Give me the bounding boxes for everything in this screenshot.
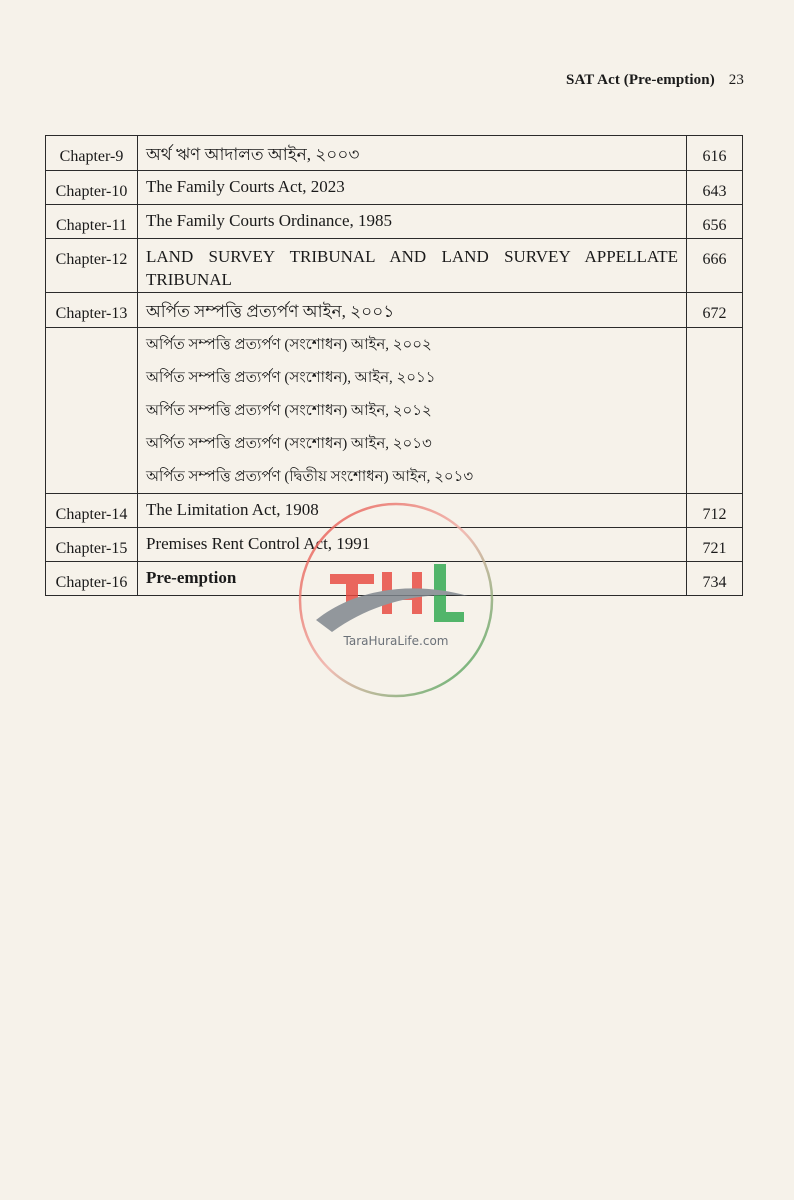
running-head-title: SAT Act (Pre-emption) (566, 72, 715, 88)
chapter-title: অর্থ ঋণ আদালত আইন, ২০০৩ (146, 145, 360, 164)
title-cell (138, 239, 687, 293)
chapter-cell: Chapter-16 (46, 562, 138, 596)
chapter-cell: Chapter-9 (46, 136, 138, 171)
page-cell: 666 (687, 239, 743, 293)
page-cell: 656 (687, 205, 743, 239)
page-cell: 721 (687, 528, 743, 562)
page-cell: 712 (687, 494, 743, 528)
table-row (46, 293, 743, 328)
title-cell (138, 293, 687, 328)
chapter-cell: Chapter-10 (46, 171, 138, 205)
chapter-title: The Limitation Act, 1908 (146, 500, 319, 519)
table-row (46, 136, 743, 171)
chapter-title: The Family Courts Act, 2023 (146, 177, 345, 196)
chapter-cell: Chapter-14 (46, 494, 138, 528)
table-row (46, 562, 743, 596)
amendment-item: অর্পিত সম্পত্তি প্রত্যর্পণ (দ্বিতীয় সংশোধন) আইন, ২০১৩ (146, 469, 474, 485)
amendment-item: অর্পিত সম্পত্তি প্রত্যর্পণ (সংশোধন) আইন, ২০১২ (146, 403, 432, 419)
page-cell: 672 (687, 293, 743, 328)
amendment-item: অর্পিত সম্পত্তি প্রত্যর্পণ (সংশোধন) আইন, ২০০২ (146, 337, 432, 353)
page-cell: 616 (687, 136, 743, 171)
title-cell (138, 494, 687, 528)
title-cell (138, 136, 687, 171)
table-row (46, 494, 743, 528)
chapter-cell: Chapter-12 (46, 239, 138, 293)
page-number: 23 (728, 72, 744, 88)
title-cell (138, 205, 687, 239)
table-row (46, 171, 743, 205)
table-row (46, 528, 743, 562)
watermark-site: TaraHuraLife.com (343, 634, 449, 648)
chapter-cell: Chapter-13 (46, 293, 138, 328)
amendment-item: অর্পিত সম্পত্তি প্রত্যর্পণ (সংশোধন), আইন, ২০১১ (146, 370, 436, 386)
title-cell (138, 562, 687, 596)
title-cell (138, 171, 687, 205)
page-cell: 734 (687, 562, 743, 596)
empty-chapter-cell (46, 328, 138, 494)
chapter-title: Premises Rent Control Act, 1991 (146, 534, 371, 553)
chapter-title: LAND SURVEY TRIBUNAL AND LAND SURVEY APPELLATE TRIBUNAL (146, 247, 678, 289)
running-head (566, 72, 744, 89)
amendments-row (46, 328, 743, 494)
chapter-title: The Family Courts Ordinance, 1985 (146, 211, 392, 230)
title-cell (138, 528, 687, 562)
table-row (46, 205, 743, 239)
amendment-item: অর্পিত সম্পত্তি প্রত্যর্পণ (সংশোধন) আইন, ২০১৩ (146, 436, 432, 452)
chapter-title: Pre-emption (146, 568, 237, 587)
chapter-cell: Chapter-15 (46, 528, 138, 562)
chapter-title: অর্পিত সম্পত্তি প্রত্যর্পণ আইন, ২০০১ (146, 302, 395, 321)
chapter-cell: Chapter-11 (46, 205, 138, 239)
page-cell: 643 (687, 171, 743, 205)
empty-page-cell (687, 328, 743, 494)
table-row (46, 239, 743, 293)
contents-table (45, 135, 743, 596)
amendments-cell (138, 328, 687, 494)
